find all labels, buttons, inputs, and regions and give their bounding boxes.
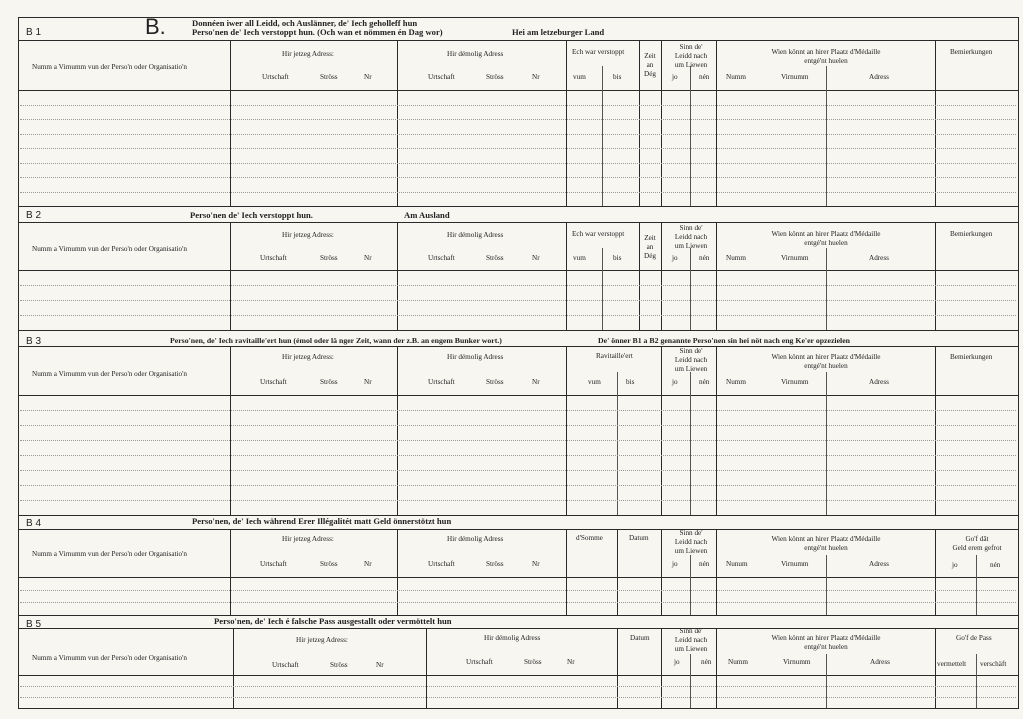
col-pass-verschaft: verschäft — [980, 660, 1007, 668]
section-title: Perso'nen, de' Iech ravitaille'ert hun (émol oder lä nger Zeit, wann der z.B. an engem Bunker wort.) — [170, 336, 502, 345]
col-jo: jo — [672, 254, 678, 262]
rule — [18, 395, 1019, 396]
column-line — [566, 40, 567, 206]
col-vum: vum — [588, 378, 601, 386]
col-stross: Ströss — [320, 560, 338, 568]
col-remarks: Bemierkungen — [950, 230, 993, 238]
col-jo: jo — [674, 658, 680, 666]
col-sinn: Sinn de' Leidd nach um Liewen — [674, 529, 708, 555]
col-vum: vum — [573, 254, 586, 262]
form-letter: B. — [145, 14, 166, 39]
col-numm: Numm — [728, 658, 748, 666]
column-line — [566, 222, 567, 330]
table-row — [20, 148, 1016, 149]
col-nr: Nr — [376, 661, 384, 669]
col-adress: Adress — [869, 378, 889, 386]
table-row — [20, 440, 1016, 441]
col-ortschaft: Urtschaft — [428, 254, 455, 262]
col-datum: Datum — [630, 634, 650, 642]
col-adress: Adress — [870, 658, 890, 666]
col-vum: vum — [573, 73, 586, 81]
col-name: Numm a Virnumm vun der Perso'n oder Organisatio'n — [32, 654, 188, 662]
rule — [18, 675, 1019, 676]
col-virnumm: Virnumm — [781, 560, 809, 568]
section-code: B 4 — [26, 518, 42, 529]
col-numm: Numm — [726, 73, 746, 81]
col-sinn: Sinn de' Leidd nach um Liewen — [674, 627, 708, 653]
col-adress: Adress — [869, 560, 889, 568]
col-hidden: Ech war verstoppt — [572, 230, 625, 238]
col-stross: Ströss — [486, 254, 504, 262]
col-prev-addr: Hir démolig Adress — [447, 231, 504, 239]
table-row — [20, 485, 1016, 486]
col-bis: bis — [613, 73, 622, 81]
section-title: Perso'nen, de' Iech während Erer Illégalitét matt Geld önnerstötzt hun — [192, 516, 452, 526]
column-line — [690, 555, 691, 615]
col-bis: bis — [626, 378, 635, 386]
col-name: Numm a Virnumm vun der Perso'n oder Organisatio'n — [32, 245, 188, 253]
col-nen: nén — [699, 560, 710, 568]
col-pass: Go'f de Pass — [956, 634, 992, 642]
column-line — [661, 222, 662, 330]
col-stross: Ströss — [486, 73, 504, 81]
col-nen: nén — [990, 561, 1001, 569]
col-virnumm: Virnumm — [781, 378, 809, 386]
col-adress: Adress — [869, 73, 889, 81]
column-line — [661, 346, 662, 515]
col-stross: Ströss — [486, 378, 504, 386]
column-line — [397, 346, 398, 515]
col-nen: nén — [699, 378, 710, 386]
col-remarks: Bemierkungen — [950, 48, 993, 56]
col-ortschaft: Urtschaft — [428, 378, 455, 386]
section-title: Perso'nen de' Iech verstoppt hun. — [190, 210, 313, 220]
col-nr: Nr — [364, 560, 372, 568]
col-ortschaft: Urtschaft — [262, 73, 289, 81]
column-line — [230, 40, 231, 206]
col-nr: Nr — [364, 378, 372, 386]
col-medal: Wien könnt an hirer Plaatz d'Médaille entgé'nt huelen — [771, 48, 881, 65]
column-line — [826, 372, 827, 515]
border-left — [18, 17, 19, 708]
column-line — [826, 248, 827, 330]
col-jo: jo — [672, 560, 678, 568]
table-row — [20, 163, 1016, 164]
col-medal: Wien könnt an hirer Plaatz d'Médaille entgé'nt huelen — [771, 230, 881, 247]
rule — [18, 346, 1019, 347]
rule — [18, 529, 1019, 530]
col-cur-addr: Hir jetzeg Adress: — [296, 636, 348, 644]
col-medal: Wien könnt an hirer Plaatz d'Médaille entgé'nt huelen — [771, 353, 881, 370]
col-virnumm: Virnumm — [781, 73, 809, 81]
column-line — [690, 66, 691, 206]
col-sinn: Sinn de' Leidd nach um Liewen — [674, 224, 708, 250]
table-row — [20, 425, 1016, 426]
col-cur-addr: Hir jetzeg Adress: — [282, 353, 334, 361]
column-line — [617, 628, 618, 708]
rule — [18, 615, 1019, 616]
col-nr: Nr — [364, 254, 372, 262]
col-sinn: Sinn de' Leidd nach um Liewen — [674, 347, 708, 373]
col-medal: Wien könnt an hirer Plaatz d'Médaille entgé'nt huelen — [771, 634, 881, 651]
table-row — [20, 686, 1016, 687]
col-ortschaft: Urtschaft — [466, 658, 493, 666]
column-line — [690, 372, 691, 515]
column-line — [935, 628, 936, 708]
column-line — [661, 628, 662, 708]
column-line — [716, 40, 717, 206]
col-bis: bis — [613, 254, 622, 262]
col-prev-addr: Hir démolig Adress — [447, 50, 504, 58]
rule — [18, 330, 1019, 331]
column-line — [826, 66, 827, 206]
col-nr: Nr — [364, 73, 372, 81]
section-code: B 1 — [26, 27, 42, 38]
col-numm: Numm — [726, 254, 746, 262]
col-zeit: Zeit an Dég — [644, 234, 656, 260]
column-line — [690, 654, 691, 708]
rule — [18, 17, 1019, 18]
table-row — [20, 134, 1016, 135]
table-row — [20, 192, 1016, 193]
column-line — [566, 346, 567, 515]
col-name: Numm a Virnumm vun der Perso'n oder Organisatio'n — [32, 550, 188, 558]
table-row — [20, 300, 1016, 301]
col-pass-vermettelt: vermettelt — [937, 660, 967, 668]
table-row — [20, 455, 1016, 456]
col-prev-addr: Hir démolig Adress — [484, 634, 541, 642]
col-stross: Ströss — [524, 658, 542, 666]
column-line — [426, 628, 427, 708]
table-row — [20, 105, 1016, 106]
col-ortschaft: Urtschaft — [428, 560, 455, 568]
table-row — [20, 590, 1016, 591]
table-row — [20, 697, 1016, 698]
header-line2: Perso'nen de' Iech verstoppt hun. (Och wan et nömmen én Dag wor) — [192, 27, 443, 37]
col-stross: Ströss — [320, 254, 338, 262]
section-code: B 3 — [26, 336, 42, 347]
column-line — [661, 40, 662, 206]
col-name: Numm a Virnumm vun der Perso'n oder Organisatio'n — [32, 63, 188, 71]
col-sinn: Sinn de' Leidd nach um Liewen — [674, 43, 708, 69]
col-prev-addr: Hir démolig Adress — [447, 353, 504, 361]
table-row — [20, 285, 1016, 286]
column-line — [976, 555, 977, 615]
col-nen: nén — [699, 73, 710, 81]
col-adress: Adress — [869, 254, 889, 262]
rule — [18, 708, 1019, 709]
col-prev-addr: Hir démolig Adress — [447, 535, 504, 543]
column-line — [233, 628, 234, 708]
rule — [18, 222, 1019, 223]
col-nr: Nr — [567, 658, 575, 666]
col-ravit: Ravitaille'ert — [596, 352, 633, 360]
col-ortschaft: Urtschaft — [428, 73, 455, 81]
column-line — [935, 222, 936, 330]
col-hidden: Ech war verstoppt — [572, 48, 625, 56]
col-ortschaft: Urtschaft — [260, 378, 287, 386]
col-stross: Ströss — [330, 661, 348, 669]
col-ortschaft: Urtschaft — [260, 560, 287, 568]
col-nr: Nr — [532, 560, 540, 568]
rule — [18, 577, 1019, 578]
column-line — [935, 346, 936, 515]
column-line — [976, 654, 977, 708]
col-ortschaft: Urtschaft — [272, 661, 299, 669]
col-numm: Numm — [726, 378, 746, 386]
header-line1: Donnéen iwer all Leidd, och Auslänner, de' Iech geholleff hun — [192, 18, 418, 28]
col-stross: Ströss — [320, 378, 338, 386]
rule — [18, 40, 1019, 41]
col-somme: d'Somme — [576, 534, 603, 542]
col-remarks: Bemierkungen — [950, 353, 993, 361]
col-cur-addr: Hir jetzeg Adress: — [282, 535, 334, 543]
col-jo: jo — [952, 561, 958, 569]
col-geld: Go'f dât Geld erem gefrot — [952, 535, 1002, 552]
rule — [18, 515, 1019, 516]
header-line2-tag: Hei am letzeburger Land — [512, 27, 605, 37]
col-nr: Nr — [532, 378, 540, 386]
column-line — [639, 222, 640, 330]
table-row — [20, 177, 1016, 178]
col-numm: Nunum — [726, 560, 748, 568]
col-nen: nén — [699, 254, 710, 262]
col-jo: jo — [672, 378, 678, 386]
col-cur-addr: Hir jetzeg Adress: — [282, 231, 334, 239]
col-virnumm: Virnumm — [783, 658, 811, 666]
col-cur-addr: Hir jetzeg Adress: — [282, 50, 334, 58]
table-row — [20, 602, 1016, 603]
column-line — [826, 654, 827, 708]
col-virnumm: Virnumm — [781, 254, 809, 262]
table-row — [20, 119, 1016, 120]
column-line — [230, 222, 231, 330]
column-line — [617, 372, 618, 515]
section-tag: Am Ausland — [404, 210, 450, 220]
rule — [18, 270, 1019, 271]
column-line — [639, 40, 640, 206]
column-line — [716, 346, 717, 515]
rule — [18, 628, 1019, 629]
col-ortschaft: Urtschaft — [260, 254, 287, 262]
col-zeit: Zeit an Dég — [644, 52, 656, 78]
column-line — [716, 222, 717, 330]
section-code: B 5 — [26, 619, 42, 630]
table-row — [20, 315, 1016, 316]
col-nr: Nr — [532, 73, 540, 81]
col-nr: Nr — [532, 254, 540, 262]
section-tag: De' önner B1 a B2 genannte Perso'nen sin hei nöt nach eng Ke'er opzezielen — [598, 336, 851, 345]
col-datum: Datum — [629, 534, 649, 542]
rule — [18, 206, 1019, 207]
col-nen: nén — [701, 658, 712, 666]
border-right — [1018, 17, 1019, 708]
column-line — [602, 248, 603, 330]
column-line — [716, 628, 717, 708]
section-title: Perso'nen, de' Iech é falsche Pass ausgestallt oder vermöttelt hun — [214, 616, 452, 626]
column-line — [935, 40, 936, 206]
col-name: Numm a Virnumm vun der Perso'n oder Organisatio'n — [32, 370, 188, 378]
column-line — [826, 555, 827, 615]
col-jo: jo — [672, 73, 678, 81]
column-line — [397, 222, 398, 330]
column-line — [230, 346, 231, 515]
column-line — [397, 40, 398, 206]
col-stross: Ströss — [486, 560, 504, 568]
col-stross: Ströss — [320, 73, 338, 81]
col-medal: Wien könnt an hirer Plaatz d'Médaille entgé'nt huelen — [771, 535, 881, 552]
column-line — [690, 248, 691, 330]
section-code: B 2 — [26, 210, 42, 221]
table-row — [20, 410, 1016, 411]
column-line — [602, 66, 603, 206]
rule — [18, 90, 1019, 91]
table-row — [20, 500, 1016, 501]
table-row — [20, 470, 1016, 471]
